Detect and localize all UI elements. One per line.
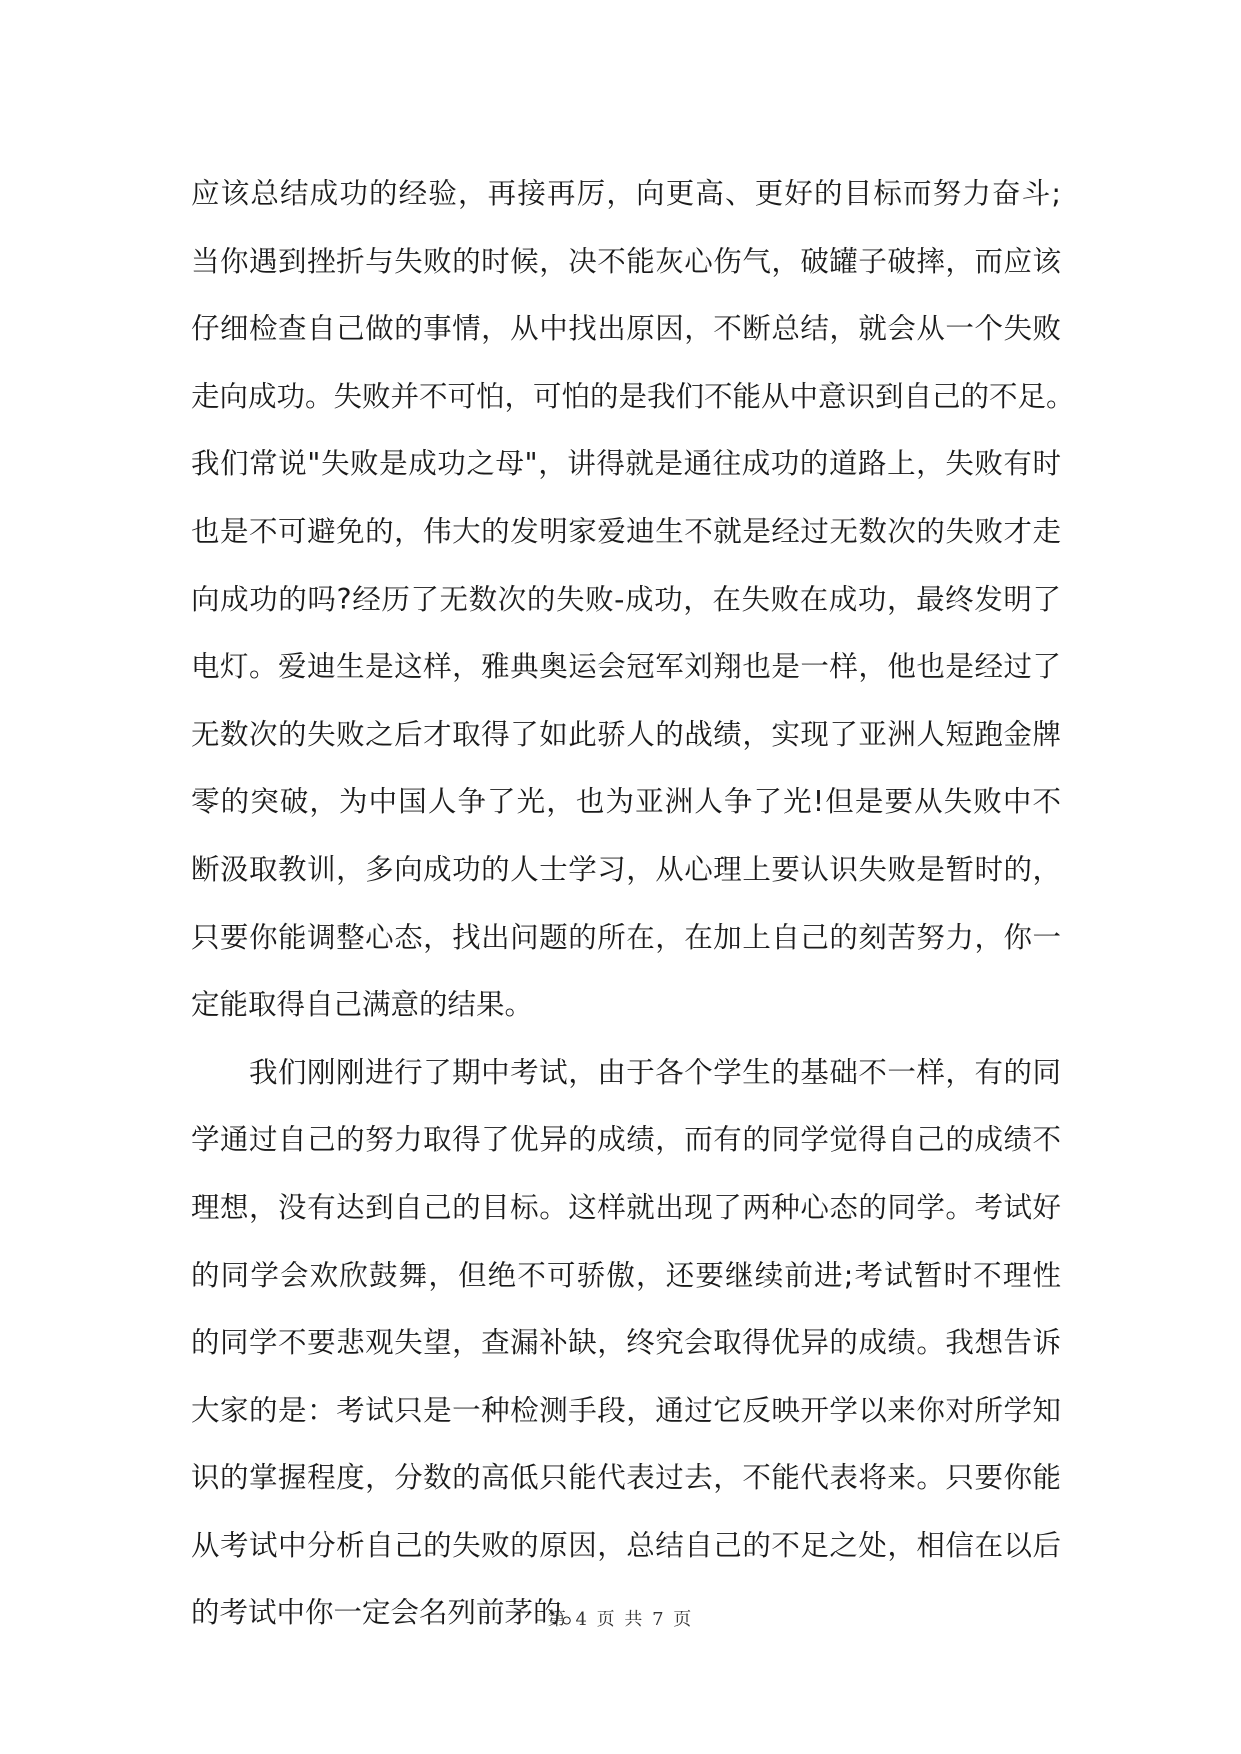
paragraph-2-line: 大家的是：考试只是一种检测手段，通过它反映开学以来你对所学知	[191, 1393, 1061, 1427]
paragraph-1-line: 走向成功。失败并不可怕，可怕的是我们不能从中意识到自己的不足。	[191, 379, 1075, 413]
paragraph-1-line: 电灯。爱迪生是这样，雅典奥运会冠军刘翔也是一样，他也是经过了	[191, 650, 1061, 684]
paragraph-1-line: 只要你能调整心态，找出问题的所在，在加上自己的刻苦努力，你一	[191, 920, 1061, 954]
paragraph-2-line: 识的掌握程度，分数的高低只能代表过去，不能代表将来。只要你能	[191, 1461, 1061, 1495]
page-number-footer: 第 4 页 共 7 页	[547, 1609, 694, 1630]
paragraph-2-line: 理想，没有达到自己的目标。这样就出现了两种心态的同学。考试好	[191, 1190, 1061, 1224]
paragraph-1-line: 无数次的失败之后才取得了如此骄人的战绩，实现了亚洲人短跑金牌	[191, 717, 1061, 751]
paragraph-2-line: 我们刚刚进行了期中考试，由于各个学生的基础不一样，有的同	[249, 1055, 1061, 1089]
paragraph-1-line: 零的突破，为中国人争了光，也为亚洲人争了光!但是要从失败中不	[191, 785, 1061, 819]
paragraph-1-line: 仔细检查自己做的事情，从中找出原因，不断总结，就会从一个失败	[191, 312, 1061, 346]
paragraph-1-line: 断汲取教训，多向成功的人士学习，从心理上要认识失败是暂时的，	[191, 852, 1061, 886]
paragraph-2-line: 从考试中分析自己的失败的原因，总结自己的不足之处，相信在以后	[191, 1528, 1061, 1562]
paragraph-2	[191, 1039, 1061, 1647]
paragraph-1-line: 定能取得自己满意的结果。	[191, 988, 534, 1022]
paragraph-1-line: 当你遇到挫折与失败的时候，决不能灰心伤气，破罐子破摔，而应该	[191, 244, 1061, 278]
paragraph-1-line: 向成功的吗?经历了无数次的失败-成功，在失败在成功，最终发明了	[191, 582, 1061, 616]
paragraph-2-line: 的同学不要悲观失望，查漏补缺，终究会取得优异的成绩。我想告诉	[191, 1326, 1061, 1360]
paragraph-1-line: 也是不可避免的，伟大的发明家爱迪生不就是经过无数次的失败才走	[191, 514, 1061, 548]
paragraph-1-line: 应该总结成功的经验，再接再厉，向更高、更好的目标而努力奋斗;	[191, 177, 1061, 210]
paragraph-1	[191, 160, 1075, 1039]
document-body	[191, 160, 1075, 1647]
paragraph-1-line: 我们常说"失败是成功之母"，讲得就是通往成功的道路上，失败有时	[191, 447, 1061, 481]
paragraph-2-line: 学通过自己的努力取得了优异的成绩，而有的同学觉得自己的成绩不	[191, 1123, 1061, 1157]
paragraph-2-line: 的同学会欢欣鼓舞，但绝不可骄傲，还要继续前进;考试暂时不理性	[191, 1258, 1061, 1292]
paragraph-2-line: 的考试中你一定会名列前茅的。	[191, 1596, 591, 1630]
